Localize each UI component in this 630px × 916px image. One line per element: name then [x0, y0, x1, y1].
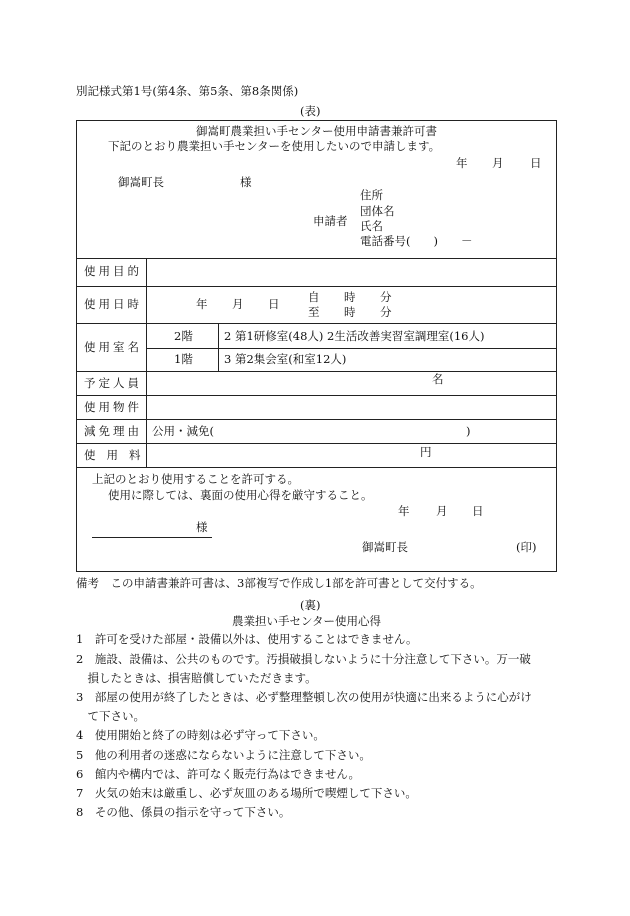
remarks-note: 備考 この申請書兼許可書は、3部複写で作成し1部を許可書として交付する。: [76, 576, 482, 590]
addressee-honorific: 様: [240, 175, 252, 189]
phone-label: 電話番号( ) －: [360, 234, 473, 248]
room-label: 使用室名: [84, 340, 142, 354]
to-hour: 時: [344, 305, 356, 319]
rule-item: 8 その他、係員の指示を守って下さい。: [76, 805, 291, 819]
reason-label: 減免理由: [84, 424, 142, 438]
permit-line2: 使用に際しては、裏面の使用心得を厳守すること。: [108, 488, 373, 502]
form-title: 御嵩町農業担い手センター使用申請書兼許可書: [196, 124, 438, 138]
permit-seal: (印): [516, 540, 537, 554]
date-month: 月: [492, 156, 504, 170]
rule-item: て下さい。: [76, 709, 145, 723]
from-label: 自: [308, 290, 320, 304]
addressee: 御嵩町長: [118, 175, 164, 189]
people-unit: 名: [432, 372, 444, 386]
from-hour: 時: [344, 290, 356, 304]
reason-close: ): [466, 424, 471, 438]
rule-item: 6 館内や構内では、許可なく販売行為はできません。: [76, 767, 361, 781]
dt-day: 日: [268, 297, 280, 311]
from-minute: 分: [380, 290, 392, 304]
applicant-label: 申請者: [313, 214, 348, 228]
rule-item: 7 火気の始末は厳重し、必ず灰皿のある場所で喫煙して下さい。: [76, 786, 417, 800]
floor2-label: 2階: [174, 329, 193, 343]
datetime-label: 使用日時: [84, 297, 142, 311]
fee-label: 使用料: [84, 448, 152, 462]
permit-day: 日: [472, 504, 484, 518]
group-label: 団体名: [360, 204, 395, 218]
front-mark: (表): [300, 104, 321, 118]
rule-item: 2 施設、設備は、公共のものです。汚損破損しないように十分注意して下さい。万一破: [76, 652, 531, 666]
floor1-label: 1階: [174, 352, 193, 366]
name-label: 氏名: [360, 219, 383, 233]
items-label: 使用物件: [84, 400, 142, 414]
dt-month: 月: [232, 297, 244, 311]
rule-item: 4 使用開始と終了の時刻は必ず守って下さい。: [76, 728, 325, 742]
intro-text: 下記のとおり農業担い手センターを使用したいので申請します。: [108, 139, 441, 153]
purpose-label: 使用目的: [84, 264, 142, 278]
to-minute: 分: [380, 305, 392, 319]
rule-item: 5 他の利用者の迷惑にならないように注意して下さい。: [76, 748, 371, 762]
back-title: 農業担い手センター使用心得: [232, 614, 382, 628]
form-id: 別記様式第1号(第4条、第5条、第8条関係): [76, 84, 299, 98]
rule-item: 1 許可を受けた部屋・設備以外は、使用することはできません。: [76, 632, 418, 646]
to-label: 至: [308, 305, 320, 319]
people-label: 予定人員: [84, 376, 142, 390]
rule-item: 損したときは、損害賠償していただきます。: [76, 671, 317, 685]
dt-year: 年: [196, 297, 208, 311]
back-mark: (裏): [300, 598, 321, 612]
reason-value: 公用・減免(: [152, 424, 214, 438]
date-year: 年: [456, 156, 468, 170]
permit-month: 月: [436, 504, 448, 518]
permit-name-underline: [92, 537, 212, 538]
fee-unit: 円: [420, 445, 432, 459]
floor1-rooms: 3 第2集会室(和室12人): [224, 352, 347, 366]
date-day: 日: [530, 156, 542, 170]
permit-issuer: 御嵩町長: [362, 540, 408, 554]
permit-line1: 上記のとおり使用することを許可する。: [92, 472, 299, 486]
address-label: 住所: [360, 188, 383, 202]
permit-honorific: 様: [196, 520, 208, 534]
rule-item: 3 部屋の使用が終了したときは、必ず整理整頓し次の使用が快適に出来るように心がけ: [76, 690, 532, 704]
floor2-rooms: 2 第1研修室(48人) 2生活改善実習室調理室(16人): [224, 329, 485, 343]
permit-year: 年: [398, 504, 410, 518]
